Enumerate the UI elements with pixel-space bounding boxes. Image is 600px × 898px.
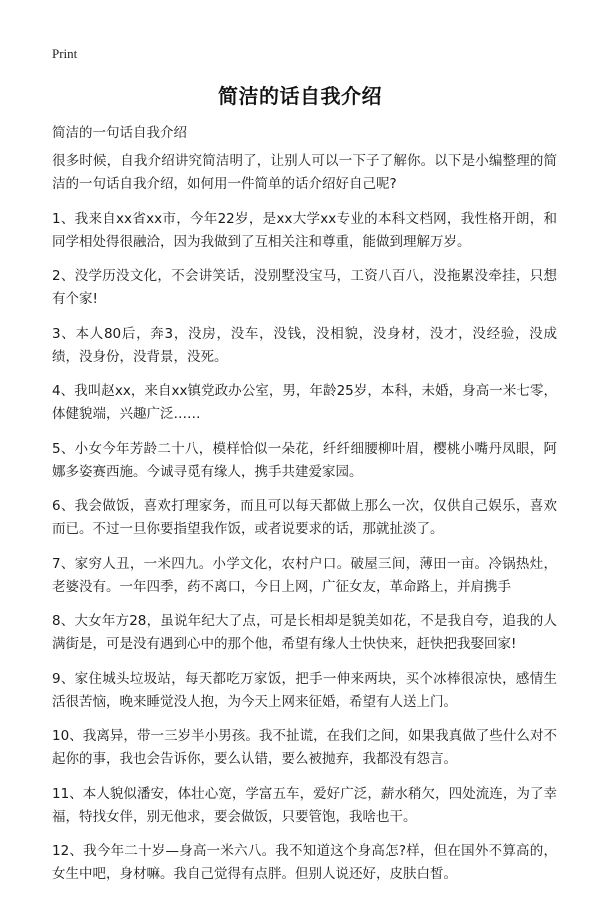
list-item: 8、大女年方28，虽说年纪大了点，可是长相却是貌美如花，不是我自夸，追我的人满街是，可是没有遇到心中的那个他，希望有缘人士快快来，赶快把我娶回家! (52, 613, 557, 652)
list-item: 6、我会做饭，喜欢打理家务，而且可以每天都做上那么一次，仅供自己娱乐，喜欢而已。不过一旦你要指望我作饭，或者说要求的话，那就扯淡了。 (52, 498, 557, 537)
list-item: 11、本人貌似潘安，体壮心宽，学富五车，爱好广泛，薪水稍欠，四处流连，为了幸福，特找女伴，别无他求，要会做饭，只要管饱，我啥也干。 (52, 785, 557, 825)
list-item: 10、我离异，带一三岁半小男孩。我不扯谎，在我们之间，如果我真做了些什么对不起你的事，我也会告诉你，要么认错，要么被抛弃，我都没有怨言。 (52, 728, 557, 767)
page-subtitle: 简洁的一句话自我介绍 (52, 125, 187, 141)
list-item: 2、没学历没文化，不会讲笑话，没别墅没宝马，工资八百八，没拖累没牵挂，只想有个家! (52, 268, 557, 307)
article-body (52, 150, 557, 898)
print-link[interactable]: Print (52, 46, 78, 61)
list-item: 12、我今年二十岁—身高一米六八。我不知道这个身高怎?样，但在国外不算高的，女生中吧，身材嘛。我自己觉得有点胖。但别人说还好，皮肤白皙。 (52, 843, 557, 882)
list-item: 1、我来自xx省xx市，今年22岁，是xx大学xx专业的本科文档网，我性格开朗，和同学相处得很融洽，因为我做到了互相关注和尊重，能做到理解万岁。 (52, 210, 557, 250)
list-item: 4、我叫赵xx，来自xx镇党政办公室，男，年龄25岁，本科，未婚，身高一米七零，体健貌端，兴趣广泛…… (52, 383, 557, 422)
intro-paragraph: 很多时候，自我介绍讲究简洁明了，让别人可以一下子了解你。以下是小编整理的简洁的一句话自我介绍，如何用一件简单的话介绍好自己呢? (52, 153, 557, 192)
page-title: 简洁的话自我介绍 (218, 84, 382, 108)
list-item: 7、家穷人丑，一米四九。小学文化，农村户口。破屋三间，薄田一亩。冷锅热灶，老婆没有。一年四季，药不离口，今日上网，广征女友，革命路上，并肩携手 (52, 555, 557, 595)
list-item: 5、小女今年芳龄二十八，模样恰似一朵花，纤纤细腰柳叶眉，樱桃小嘴丹凤眼，阿娜多姿赛西施。今诚寻觅有缘人，携手共建爱家园。 (52, 440, 557, 480)
list-item: 9、家住城头垃圾站，每天都吃万家饭，把手一伸来两块，买个冰棒很凉快，感情生活很苦恼，晚来睡觉没人抱，为今天上网来征婚，希望有人送上门。 (52, 670, 557, 710)
list-item: 3、本人80后，奔3，没房，没车，没钱，没相貌，没身材，没才，没经验，没成绩，没身份，没背景，没死。 (52, 325, 557, 365)
